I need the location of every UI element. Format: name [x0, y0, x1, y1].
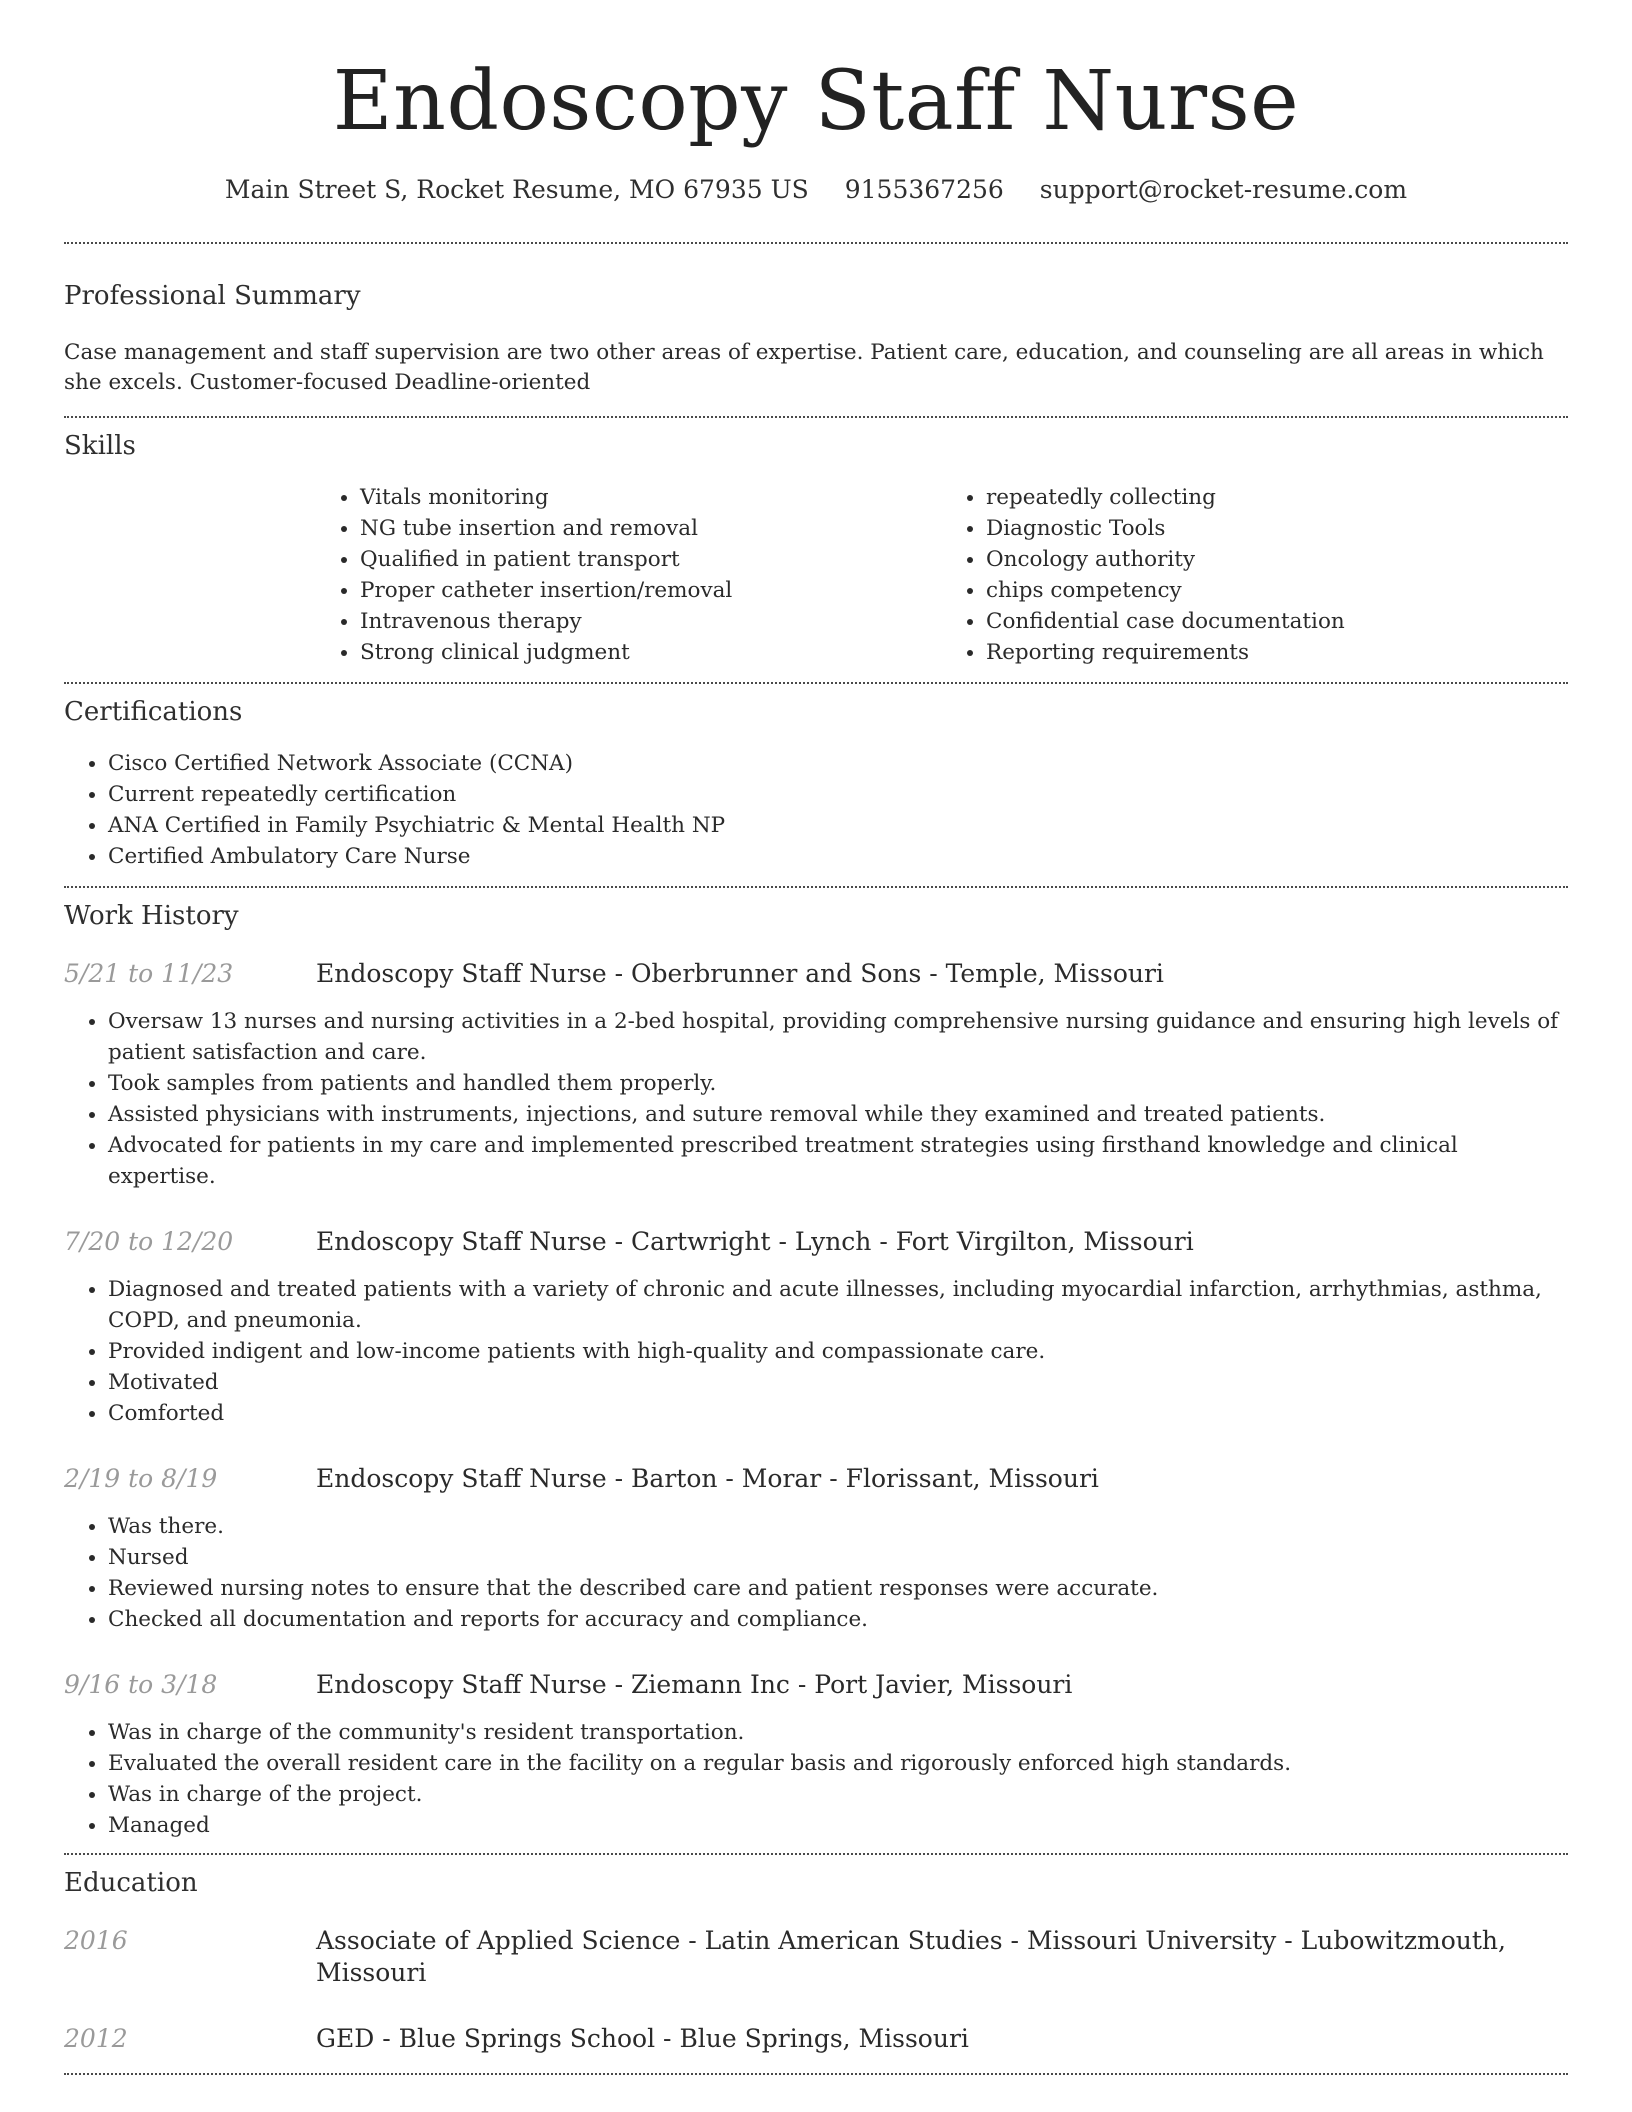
certifications-heading: Certifications: [64, 697, 243, 727]
skills-columns: [316, 482, 1568, 668]
education-year: 2012: [64, 2024, 128, 2053]
job-dates: 9/16 to 3/18: [64, 1670, 218, 1699]
job-role: Endoscopy Staff Nurse - Barton - Morar - Florissant, Missouri: [316, 1464, 1099, 1493]
skills-section: [64, 418, 1568, 682]
summary-text: Case management and staff supervision are two other areas of expertise. Patient care, education, and counseling are all areas in which she excels. Customer-focused Deadline-oriented: [64, 340, 1544, 395]
certification-item: • Current repeatedly certification: [108, 779, 1568, 810]
job-bullet: • Provided indigent and low-income patients with high-quality and compassionate care.: [108, 1336, 1568, 1367]
job-bullet: • Managed: [108, 1810, 1568, 1841]
certification-item: • Certified Ambulatory Care Nurse: [108, 841, 1568, 872]
job-header: [64, 1669, 1568, 1701]
education-heading: Education: [64, 1868, 198, 1898]
job-bullets: [64, 1006, 1568, 1192]
contact-address: Main Street S, Rocket Resume, MO 67935 US: [224, 175, 809, 204]
job-bullet: • Reviewed nursing notes to ensure that the described care and patient responses were accurate.: [108, 1573, 1568, 1604]
education-section: [64, 1855, 1568, 2073]
skill-item: • Vitals monitoring: [360, 482, 942, 513]
job-bullet: • Took samples from patients and handled them properly.: [108, 1068, 1568, 1099]
contact-email: support@rocket-resume.com: [1039, 175, 1408, 204]
job-entry: [64, 958, 1568, 1192]
job-bullet: • Evaluated the overall resident care in the facility on a regular basis and rigorously enforced high standards.: [108, 1748, 1568, 1779]
certifications-section: [64, 684, 1568, 886]
job-entry: [64, 1669, 1568, 1841]
education-entry: [64, 1925, 1568, 1989]
skill-item: • NG tube insertion and removal: [360, 513, 942, 544]
job-bullet: • Oversaw 13 nurses and nursing activities in a 2-bed hospital, providing comprehensive nursing guidance and ensuring high levels of patient satisfaction and care.: [108, 1006, 1568, 1068]
job-entry: [64, 1226, 1568, 1429]
contact-line: [64, 174, 1568, 206]
job-dates: 7/20 to 12/20: [64, 1227, 234, 1256]
job-bullet: • Was there.: [108, 1511, 1568, 1542]
certification-item: • ANA Certified in Family Psychiatric & Mental Health NP: [108, 810, 1568, 841]
certification-item: • Cisco Certified Network Associate (CCNA): [108, 748, 1568, 779]
certifications-list: [64, 748, 1568, 872]
skill-item: • Qualified in patient transport: [360, 544, 942, 575]
skill-item: • Strong clinical judgment: [360, 637, 942, 668]
summary-section: [64, 244, 1568, 416]
education-text: Associate of Applied Science - Latin American Studies - Missouri University - Lubowitzmouth, Missouri: [316, 1926, 1506, 1987]
skills-list-left: [316, 482, 942, 668]
work-history-section: [64, 888, 1568, 1853]
job-header: [64, 1226, 1568, 1258]
skills-heading: Skills: [64, 431, 136, 461]
skill-item: • Diagnostic Tools: [986, 513, 1568, 544]
skill-item: • Confidential case documentation: [986, 606, 1568, 637]
job-entry: [64, 1463, 1568, 1635]
job-bullet: • Comforted: [108, 1398, 1568, 1429]
skill-item: • chips competency: [986, 575, 1568, 606]
education-entry: [64, 2023, 1568, 2055]
job-bullet: • Was in charge of the community's resident transportation.: [108, 1717, 1568, 1748]
work-history-heading: Work History: [64, 901, 239, 931]
summary-heading: Professional Summary: [64, 281, 361, 311]
job-bullet: • Advocated for patients in my care and implemented prescribed treatment strategies using firsthand knowledge and clinical expertise.: [108, 1130, 1568, 1192]
contact-phone: 9155367256: [844, 175, 1004, 204]
education-year: 2016: [64, 1926, 128, 1955]
job-bullets: [64, 1511, 1568, 1635]
skill-item: • Reporting requirements: [986, 637, 1568, 668]
skill-item: • repeatedly collecting: [986, 482, 1568, 513]
job-role: Endoscopy Staff Nurse - Cartwright - Lynch - Fort Virgilton, Missouri: [316, 1227, 1194, 1256]
job-bullets: [64, 1274, 1568, 1429]
job-dates: 2/19 to 8/19: [64, 1464, 218, 1493]
job-bullets: [64, 1717, 1568, 1841]
job-bullet: • Motivated: [108, 1367, 1568, 1398]
education-text: GED - Blue Springs School - Blue Springs, Missouri: [316, 2024, 969, 2053]
job-bullet: • Nursed: [108, 1542, 1568, 1573]
job-dates: 5/21 to 11/23: [64, 959, 234, 988]
job-role: Endoscopy Staff Nurse - Oberbrunner and Sons - Temple, Missouri: [316, 959, 1164, 988]
job-bullet: • Diagnosed and treated patients with a variety of chronic and acute illnesses, including myocardial infarction, arrhythmias, asthma, COPD, and pneumonia.: [108, 1274, 1568, 1336]
resume-title: Endoscopy Staff Nurse: [332, 54, 1300, 149]
job-bullet: • Was in charge of the project.: [108, 1779, 1568, 1810]
job-header: [64, 958, 1568, 990]
job-role: Endoscopy Staff Nurse - Ziemann Inc - Port Javier, Missouri: [316, 1670, 1073, 1699]
job-bullet: • Assisted physicians with instruments, injections, and suture removal while they examined and treated patients.: [108, 1099, 1568, 1130]
skill-item: • Intravenous therapy: [360, 606, 942, 637]
divider: [64, 2073, 1568, 2075]
skill-item: • Oncology authority: [986, 544, 1568, 575]
skill-item: • Proper catheter insertion/removal: [360, 575, 942, 606]
job-header: [64, 1463, 1568, 1495]
skills-list-right: [942, 482, 1568, 668]
job-bullet: • Checked all documentation and reports for accuracy and compliance.: [108, 1604, 1568, 1635]
